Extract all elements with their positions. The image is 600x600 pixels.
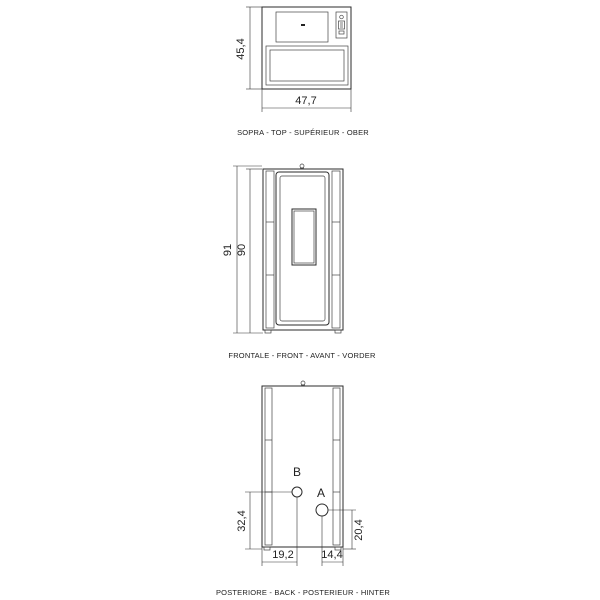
connection-a-label: A bbox=[316, 486, 326, 500]
front-view-caption: FRONTALE - FRONT - AVANT - VORDER bbox=[228, 351, 376, 360]
top-knob-icon bbox=[300, 164, 304, 168]
top-view-outline bbox=[262, 7, 351, 89]
glass-window-inner bbox=[294, 211, 314, 263]
control-knob-icon bbox=[340, 15, 344, 19]
connection-a bbox=[316, 504, 328, 516]
top-view-lower-inner bbox=[270, 50, 344, 81]
back-a-height-value: 20,4 bbox=[353, 519, 365, 541]
front-height-inner-value: 90 bbox=[236, 243, 248, 257]
front-view bbox=[222, 164, 376, 360]
back-b-offset-value: 19,2 bbox=[272, 549, 294, 561]
top-view bbox=[235, 7, 369, 137]
control-button bbox=[339, 31, 344, 34]
left-side-panel bbox=[266, 171, 274, 328]
top-view-handle-mark bbox=[301, 24, 305, 26]
back-b-height-value: 32,4 bbox=[236, 510, 248, 532]
back-a-offset-value: 14,4 bbox=[321, 549, 343, 561]
top-width-value: 47,7 bbox=[295, 95, 317, 107]
connection-b-label: B bbox=[292, 465, 302, 479]
top-depth-value: 45,4 bbox=[235, 38, 247, 60]
back-view bbox=[216, 381, 390, 597]
back-left-rail bbox=[265, 388, 272, 545]
front-height-outer-value: 91 bbox=[222, 243, 234, 257]
top-view-caption: SOPRA - TOP - SUPÉRIEUR - OBER bbox=[237, 128, 369, 137]
back-view-caption: POSTERIORE - BACK - POSTERIEUR - HINTER bbox=[215, 588, 391, 597]
front-door bbox=[276, 172, 329, 325]
back-view-outline bbox=[262, 386, 343, 547]
top-view-upper-panel bbox=[276, 12, 328, 42]
front-view-outline bbox=[263, 169, 343, 330]
back-right-rail bbox=[333, 388, 340, 545]
back-top-knob-icon bbox=[301, 381, 305, 385]
connection-b bbox=[292, 487, 302, 497]
right-side-panel bbox=[332, 171, 340, 328]
front-door-inner bbox=[280, 176, 325, 321]
glass-window bbox=[292, 209, 316, 265]
top-view-lower-panel bbox=[266, 46, 348, 85]
